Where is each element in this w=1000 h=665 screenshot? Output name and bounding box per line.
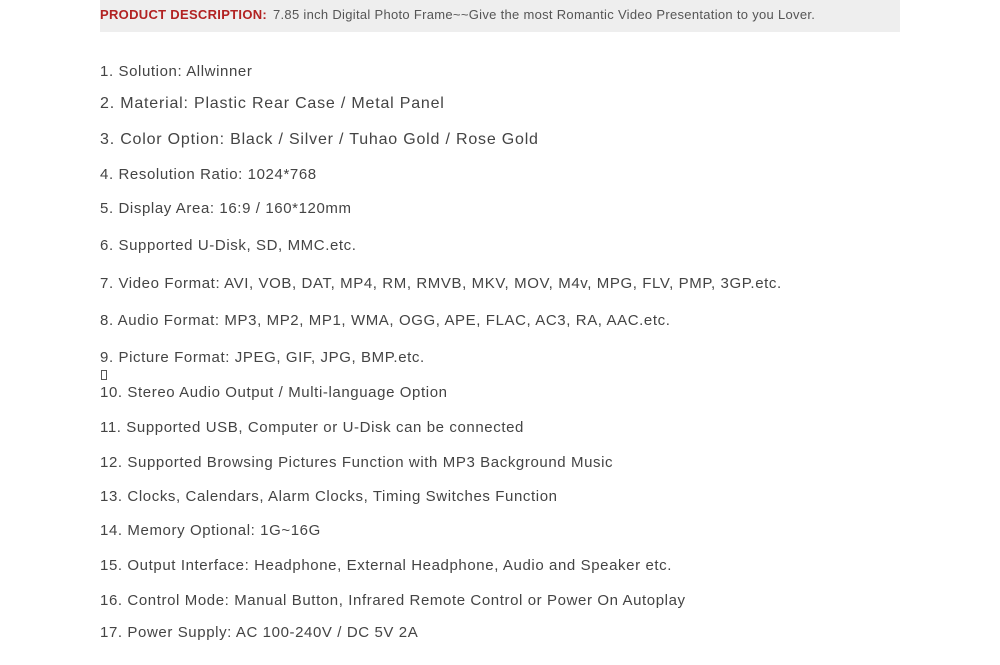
spec-item-audio-output: 10. Stereo Audio Output / Multi-language Option — [100, 384, 448, 401]
spec-item-memory: 14. Memory Optional: 1G~16G — [100, 522, 321, 539]
spec-item-control-mode: 16. Control Mode: Manual Button, Infrared Remote Control or Power On Autoplay — [100, 592, 686, 609]
product-description-text: 7.85 inch Digital Photo Frame~~Give the most Romantic Video Presentation to you Lover. — [272, 7, 816, 22]
spec-item-resolution: 4. Resolution Ratio: 1024*768 — [100, 166, 317, 183]
spec-item-output-interface: 15. Output Interface: Headphone, External Headphone, Audio and Speaker etc. — [100, 557, 673, 574]
spec-item-solution: 1. Solution: Allwinner — [100, 63, 253, 80]
spec-item-picture-format: 9. Picture Format: JPEG, GIF, JPG, BMP.etc. — [100, 349, 425, 366]
spec-item-clock-functions: 13. Clocks, Calendars, Alarm Clocks, Timing Switches Function — [100, 488, 558, 505]
spec-item-audio-format: 8. Audio Format: MP3, MP2, MP1, WMA, OGG, APE, FLAC, AC3, RA, AAC.etc. — [100, 312, 671, 329]
spec-item-video-format: 7. Video Format: AVI, VOB, DAT, MP4, RM, RMVB, MKV, MOV, M4v, MPG, FLV, PMP, 3GP.etc. — [100, 275, 782, 292]
missing-glyph-icon — [101, 370, 107, 380]
product-description-bar — [100, 0, 900, 32]
spec-item-browsing-pictures: 12. Supported Browsing Pictures Function with MP3 Background Music — [100, 454, 614, 471]
spec-item-power-supply: 17. Power Supply: AC 100-240V / DC 5V 2A — [100, 624, 419, 641]
spec-item-supported-storage: 6. Supported U-Disk, SD, MMC.etc. — [100, 237, 357, 254]
spec-item-display-area: 5. Display Area: 16:9 / 160*120mm — [100, 200, 352, 217]
spec-item-usb-support: 11. Supported USB, Computer or U-Disk can be connected — [100, 419, 524, 436]
product-description-label: PRODUCT DESCRIPTION: — [100, 7, 268, 22]
spec-item-material: 2. Material: Plastic Rear Case / Metal Panel — [100, 95, 445, 112]
spec-item-color-option: 3. Color Option: Black / Silver / Tuhao Gold / Rose Gold — [100, 131, 539, 148]
